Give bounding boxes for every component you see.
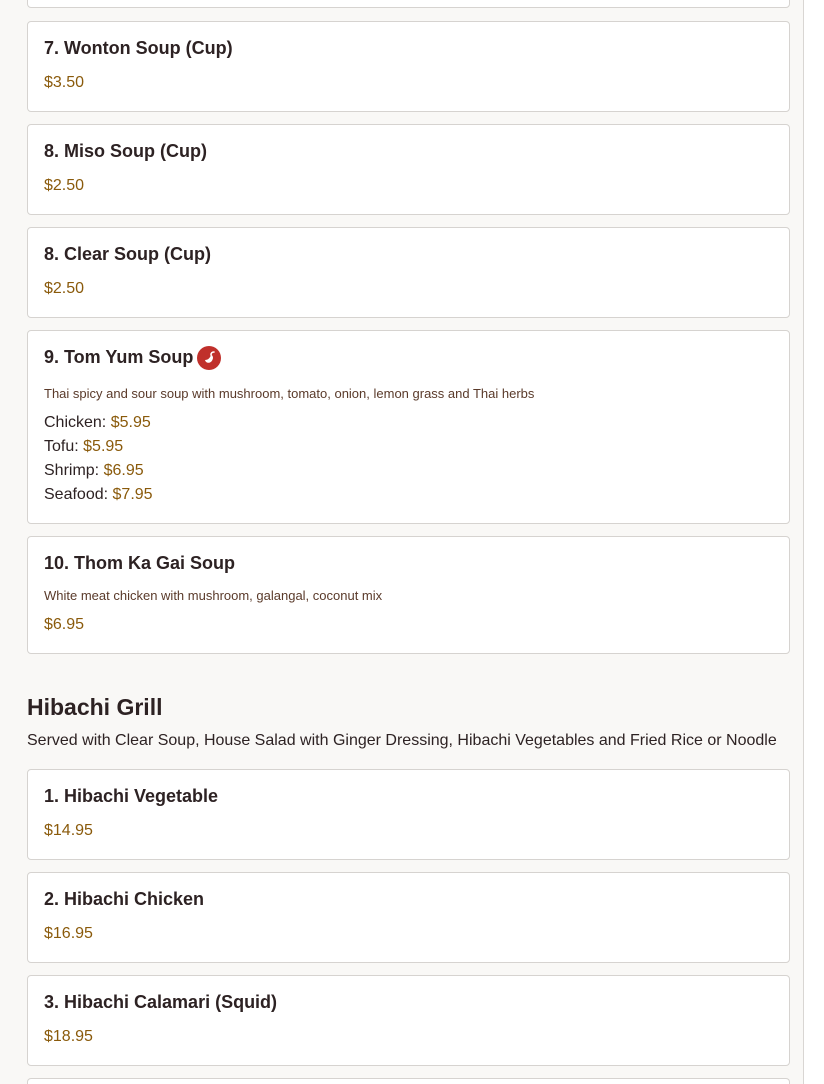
option-label: Tofu: xyxy=(44,438,79,455)
item-price: $16.95 xyxy=(44,925,93,942)
item-price: $6.95 xyxy=(44,616,85,633)
menu-item-card[interactable] xyxy=(27,769,790,860)
price-option xyxy=(44,438,123,456)
menu-item-card[interactable] xyxy=(27,124,790,215)
spicy-chili-icon xyxy=(197,346,221,370)
option-label: Shrimp: xyxy=(44,462,100,479)
option-price: $5.95 xyxy=(110,414,151,431)
item-price: $2.50 xyxy=(44,280,85,297)
item-title: 2. Hibachi Chicken xyxy=(44,889,205,909)
option-label: Seafood: xyxy=(44,486,109,503)
item-price: $3.50 xyxy=(44,74,85,91)
menu-item-card-partial[interactable] xyxy=(27,0,790,8)
menu-item-card[interactable] xyxy=(27,330,790,524)
price-option xyxy=(44,462,144,480)
option-price: $5.95 xyxy=(83,438,124,455)
price-option xyxy=(44,486,153,504)
item-price: $2.50 xyxy=(44,177,85,194)
item-description: White meat chicken with mushroom, galangal, coconut mix xyxy=(44,588,383,603)
option-price: $7.95 xyxy=(112,486,153,503)
menu-item-card[interactable] xyxy=(27,536,790,654)
item-title: 10. Thom Ka Gai Soup xyxy=(44,553,236,573)
menu-item-card-partial[interactable] xyxy=(27,1078,790,1084)
item-title: 8. Clear Soup (Cup) xyxy=(44,244,212,264)
item-price: $14.95 xyxy=(44,822,93,839)
menu-item-card[interactable] xyxy=(27,227,790,318)
menu-item-card[interactable] xyxy=(27,21,790,112)
option-price: $6.95 xyxy=(103,462,144,479)
item-title: 7. Wonton Soup (Cup) xyxy=(44,38,233,58)
item-price: $18.95 xyxy=(44,1028,93,1045)
item-title: 9. Tom Yum Soup xyxy=(44,347,194,367)
menu-item-card[interactable] xyxy=(27,975,790,1066)
section-title: Hibachi Grill xyxy=(27,694,163,720)
menu-item-card[interactable] xyxy=(27,872,790,963)
section-subtitle: Served with Clear Soup, House Salad with Ginger Dressing, Hibachi Vegetables and Fried Rice or Noodle xyxy=(27,732,777,749)
option-label: Chicken: xyxy=(44,414,107,431)
item-title: 3. Hibachi Calamari (Squid) xyxy=(44,992,278,1012)
item-title: 8. Miso Soup (Cup) xyxy=(44,141,207,161)
item-title: 1. Hibachi Vegetable xyxy=(44,786,219,806)
item-description: Thai spicy and sour soup with mushroom, tomato, onion, lemon grass and Thai herbs xyxy=(44,386,535,401)
price-option xyxy=(44,414,151,432)
